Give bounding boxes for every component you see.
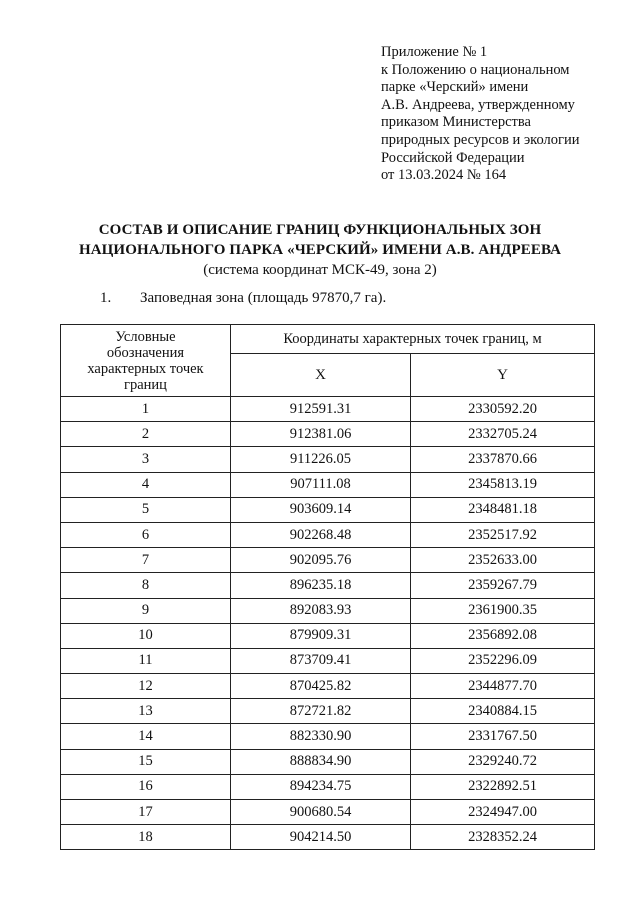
document-title xyxy=(60,220,580,280)
table-row xyxy=(61,522,595,547)
table-row xyxy=(61,825,595,850)
table-row xyxy=(61,699,595,724)
point-id: 16 xyxy=(61,774,231,799)
table-row xyxy=(61,573,595,598)
header-designation-line: границ xyxy=(124,376,167,393)
table-row xyxy=(61,422,595,447)
coordinates-table xyxy=(60,324,595,850)
table-row xyxy=(61,497,595,522)
point-x: 902095.76 xyxy=(231,548,411,573)
point-y: 2352296.09 xyxy=(411,648,595,673)
point-y: 2332705.24 xyxy=(411,422,595,447)
point-y: 2345813.19 xyxy=(411,472,595,497)
point-y: 2324947.00 xyxy=(411,800,595,825)
appendix-line: к Положению о национальном xyxy=(381,61,570,78)
point-y: 2344877.70 xyxy=(411,674,595,699)
point-y: 2330592.20 xyxy=(411,397,595,422)
point-id: 17 xyxy=(61,800,231,825)
table-row xyxy=(61,397,595,422)
point-id: 1 xyxy=(61,397,231,422)
point-y: 2356892.08 xyxy=(411,623,595,648)
header-designation-line: Условные xyxy=(115,328,176,345)
point-id: 13 xyxy=(61,699,231,724)
point-id: 10 xyxy=(61,623,231,648)
point-id: 14 xyxy=(61,724,231,749)
point-x: 894234.75 xyxy=(231,774,411,799)
table-row xyxy=(61,623,595,648)
point-id: 4 xyxy=(61,472,231,497)
appendix-line: природных ресурсов и экологии xyxy=(381,131,580,148)
point-id: 2 xyxy=(61,422,231,447)
table-row xyxy=(61,674,595,699)
point-y: 2337870.66 xyxy=(411,447,595,472)
appendix-line: от 13.03.2024 № 164 xyxy=(381,167,507,184)
appendix-line: Приложение № 1 xyxy=(381,44,488,60)
point-id: 18 xyxy=(61,825,231,850)
table-row xyxy=(61,472,595,497)
title-line-1: СОСТАВ И ОПИСАНИЕ ГРАНИЦ ФУНКЦИОНАЛЬНЫХ ЗОН xyxy=(98,222,542,238)
zone-number: 1. xyxy=(100,290,112,306)
point-id: 8 xyxy=(61,573,231,598)
point-x: 872721.82 xyxy=(231,699,411,724)
point-y: 2331767.50 xyxy=(411,724,595,749)
point-id: 11 xyxy=(61,648,231,673)
appendix-line: Российской Федерации xyxy=(381,149,525,166)
header-designation xyxy=(61,325,231,397)
point-x: 904214.50 xyxy=(231,825,411,850)
appendix-line: парке «Черский» имени xyxy=(381,79,529,96)
point-y: 2359267.79 xyxy=(411,573,595,598)
point-x: 896235.18 xyxy=(231,573,411,598)
point-x: 892083.93 xyxy=(231,598,411,623)
point-y: 2328352.24 xyxy=(411,825,595,850)
title-line-2: НАЦИОНАЛЬНОГО ПАРКА «ЧЕРСКИЙ» ИМЕНИ А.В. АНДРЕЕВА xyxy=(78,242,562,258)
point-y: 2352517.92 xyxy=(411,522,595,547)
point-x: 882330.90 xyxy=(231,724,411,749)
header-y: Y xyxy=(411,354,595,397)
point-x: 888834.90 xyxy=(231,749,411,774)
point-x: 873709.41 xyxy=(231,648,411,673)
appendix-block xyxy=(381,44,611,185)
point-x: 912381.06 xyxy=(231,422,411,447)
point-x: 902268.48 xyxy=(231,522,411,547)
table-row xyxy=(61,724,595,749)
point-id: 3 xyxy=(61,447,231,472)
table-row xyxy=(61,548,595,573)
table-row xyxy=(61,598,595,623)
point-id: 5 xyxy=(61,497,231,522)
header-coordinates: Координаты характерных точек границ, м xyxy=(231,325,595,354)
appendix-line: приказом Министерства xyxy=(381,114,531,131)
point-id: 15 xyxy=(61,749,231,774)
point-x: 903609.14 xyxy=(231,497,411,522)
point-y: 2329240.72 xyxy=(411,749,595,774)
point-x: 870425.82 xyxy=(231,674,411,699)
point-y: 2340884.15 xyxy=(411,699,595,724)
table-row xyxy=(61,447,595,472)
point-x: 879909.31 xyxy=(231,623,411,648)
table-row xyxy=(61,648,595,673)
header-x: X xyxy=(231,354,411,397)
table-row xyxy=(61,749,595,774)
zone-heading xyxy=(100,290,386,307)
point-x: 912591.31 xyxy=(231,397,411,422)
title-subtitle: (система координат МСК-49, зона 2) xyxy=(203,262,437,278)
header-designation-line: обозначения xyxy=(106,344,185,361)
point-y: 2352633.00 xyxy=(411,548,595,573)
point-id: 9 xyxy=(61,598,231,623)
point-x: 911226.05 xyxy=(231,447,411,472)
point-y: 2361900.35 xyxy=(411,598,595,623)
point-id: 12 xyxy=(61,674,231,699)
table-row xyxy=(61,774,595,799)
appendix-line: А.В. Андреева, утвержденному xyxy=(381,96,575,113)
zone-text: Заповедная зона (площадь 97870,7 га). xyxy=(140,290,387,306)
point-id: 7 xyxy=(61,548,231,573)
point-y: 2348481.18 xyxy=(411,497,595,522)
point-id: 6 xyxy=(61,522,231,547)
point-x: 900680.54 xyxy=(231,800,411,825)
header-designation-line: характерных точек xyxy=(87,360,204,377)
table-row xyxy=(61,800,595,825)
point-x: 907111.08 xyxy=(231,472,411,497)
point-y: 2322892.51 xyxy=(411,774,595,799)
